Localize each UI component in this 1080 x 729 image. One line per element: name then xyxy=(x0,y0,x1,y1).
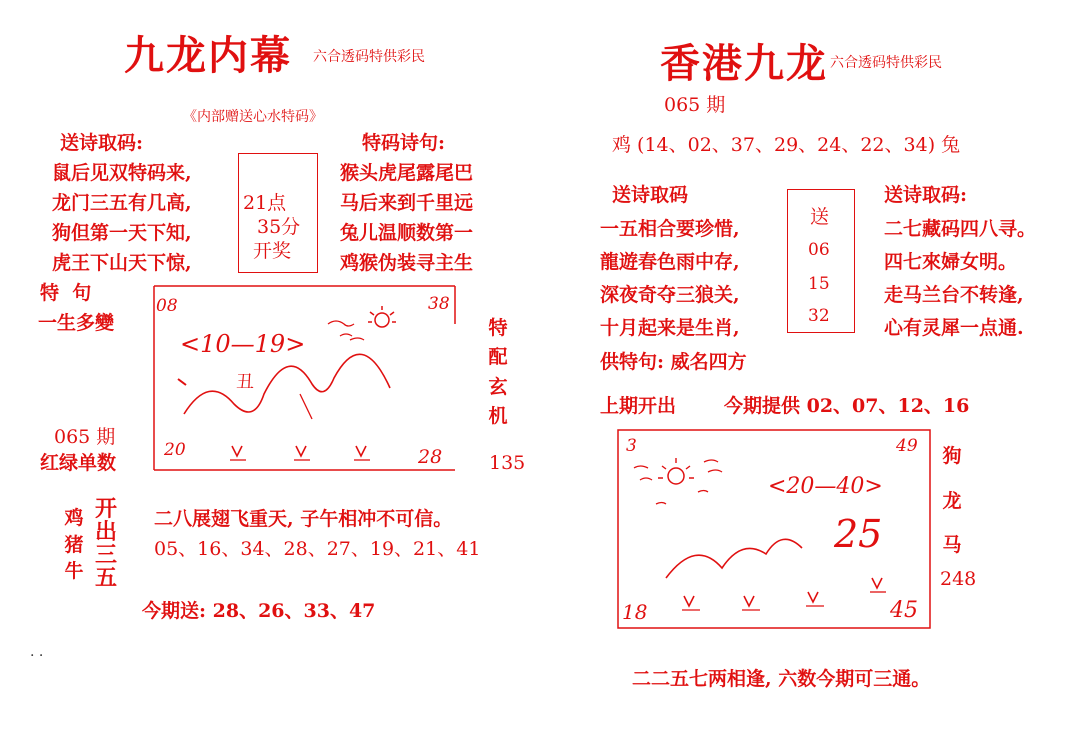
right-poem-left-4: 十月起来是生肖, xyxy=(600,317,740,339)
left-zodiac-col xyxy=(62,505,86,585)
left-tema-line-4: 鸡猴伪装寻主生 xyxy=(340,252,474,274)
right-poem-right-4: 心有灵犀一点通. xyxy=(884,317,1024,339)
zodiac-3: 牛 xyxy=(64,560,84,583)
left-side-char-3: 玄 xyxy=(488,375,508,398)
right-special-line: 供特句: 威名四方 xyxy=(600,351,747,373)
left-period-note: 红绿单数 xyxy=(40,452,117,474)
left-tema-line-2: 马后来到千里远 xyxy=(340,192,474,214)
right-side-char-3: 马 xyxy=(942,534,962,557)
left-tema-line-1: 猴头虎尾露尾巴 xyxy=(340,162,474,184)
left-side-char-2: 配 xyxy=(488,346,508,369)
left-poem-line-2: 龙门三五有几高, xyxy=(52,192,192,214)
draw-time-label: 开奖 xyxy=(253,240,292,262)
left-sketch-chart xyxy=(150,284,460,474)
right-chart-tl-number: 3 xyxy=(626,436,637,456)
send-box-num-1: 06 xyxy=(808,240,830,260)
zodiac-2: 猪 xyxy=(64,533,84,556)
right-title: 香港九龙 xyxy=(660,40,828,87)
left-verse: 二八展翅飞重天, 子午相冲不可信。 xyxy=(154,508,453,530)
right-poem-left-2: 龍遊春色雨中存, xyxy=(600,251,740,273)
open-char-4: 五 xyxy=(94,565,117,592)
send-box-num-3: 32 xyxy=(808,306,830,326)
right-poem-left-1: 一五相合要珍惜, xyxy=(600,218,740,240)
left-tema-line-3: 兔儿温顺数第一 xyxy=(340,222,474,244)
right-side-number: 248 xyxy=(940,568,977,590)
right-chart-range: <20—40> xyxy=(768,474,883,499)
left-chart-br-number: 28 xyxy=(418,446,443,468)
left-tema-label: 特码诗句: xyxy=(362,132,446,154)
left-poem-line-1: 鼠后见双特码来, xyxy=(52,162,192,184)
left-send-line: 今期送: 28、26、33、47 xyxy=(142,600,376,622)
right-subtitle: 六合透码特供彩民 xyxy=(830,55,942,71)
left-subtitle: 六合透码特供彩民 xyxy=(313,49,425,65)
send-number-box xyxy=(787,189,855,333)
right-poem-label-left: 送诗取码 xyxy=(612,184,689,206)
left-chart-range: <10—19> xyxy=(180,330,306,358)
right-chart-bl-number: 18 xyxy=(622,600,648,624)
left-side-number: 135 xyxy=(489,452,526,474)
left-chart-mark: 丑 xyxy=(236,372,254,393)
right-chart-big-number: 25 xyxy=(834,512,883,556)
right-side-char-2: 龙 xyxy=(942,489,962,512)
right-chart-tr-number: 49 xyxy=(896,436,918,456)
left-side-char-1: 特 xyxy=(488,317,508,339)
left-inner-note: 《内部赠送心水特码》 xyxy=(183,109,323,125)
left-special-text: 一生多變 xyxy=(38,312,115,334)
right-poem-left-3: 深夜奇夺三狼关, xyxy=(600,284,740,306)
left-title: 九龙内幕 xyxy=(124,32,292,79)
open-char-3: 三 xyxy=(94,542,117,569)
left-side-char-4: 机 xyxy=(488,405,508,428)
right-chart-br-number: 45 xyxy=(890,598,918,623)
left-side-vertical xyxy=(486,314,510,432)
left-dots: . . xyxy=(30,644,44,660)
right-side-vertical xyxy=(940,434,964,568)
right-sketch-chart xyxy=(616,428,934,632)
left-period: 065 期 xyxy=(54,426,116,448)
right-poem-right-2: 四七來婦女明。 xyxy=(884,251,1018,273)
send-box-label: 送 xyxy=(810,206,830,228)
left-poem-line-4: 虎王下山天下惊, xyxy=(52,252,192,274)
open-char-1: 开 xyxy=(94,496,117,522)
right-poem-right-1: 二七藏码四八寻。 xyxy=(884,218,1037,240)
right-bottom-line: 二二五七两相逢, 六数今期可三通。 xyxy=(632,668,931,690)
left-chart-bl-number: 20 xyxy=(164,440,186,460)
left-poem-line-3: 狗但第一天下知, xyxy=(52,222,192,244)
draw-time-minute: 35分 xyxy=(257,216,301,238)
zodiac-1: 鸡 xyxy=(64,507,84,529)
right-last-open: 上期开出 xyxy=(600,395,677,417)
left-open-col xyxy=(92,498,120,590)
send-box-num-2: 15 xyxy=(808,274,830,294)
right-period: 065 期 xyxy=(664,94,726,116)
right-poem-right-3: 走马兰台不转逢, xyxy=(884,284,1024,306)
left-special-label: 特 句 xyxy=(40,282,92,304)
left-numbers: 05、16、34、28、27、19、21、41 xyxy=(154,538,481,560)
right-side-char-1: 狗 xyxy=(942,445,962,467)
right-provide: 今期提供 02、07、12、16 xyxy=(724,395,970,417)
draw-time-hour: 21点 xyxy=(243,192,287,214)
right-poem-label-right: 送诗取码: xyxy=(884,184,968,206)
open-char-2: 出 xyxy=(94,519,117,546)
left-chart-tr-number: 38 xyxy=(428,294,450,314)
left-poem-label: 送诗取码: xyxy=(60,132,144,154)
right-chicken-line: 鸡 (14、02、37、29、24、22、34) 兔 xyxy=(612,134,961,156)
left-chart-tl-number: 08 xyxy=(156,296,178,316)
draw-time-box xyxy=(238,153,318,273)
